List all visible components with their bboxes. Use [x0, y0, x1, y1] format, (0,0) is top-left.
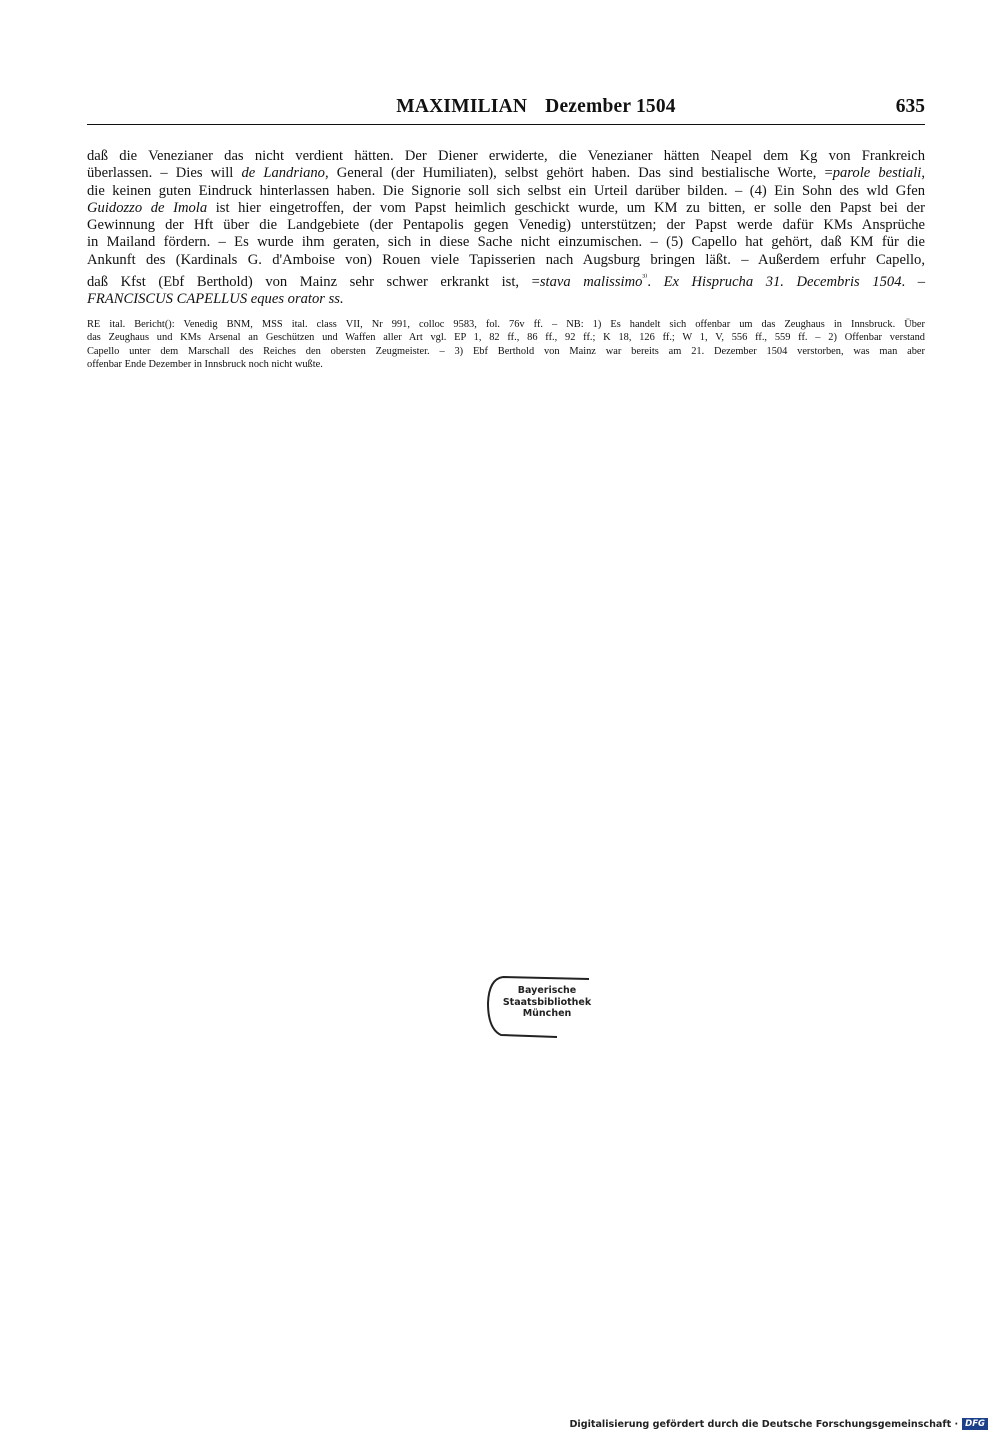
- stamp-text: [493, 985, 601, 1020]
- text-run: Ankunft des (Kardinals G. d'Amboise von) Rouen viele Tapisserien nach Augsburg bringen läßt. – Außerdem erfuhr Capello,: [87, 251, 925, 268]
- text-line: [87, 234, 925, 251]
- stamp-line: Bayerische: [517, 985, 577, 996]
- text-run: Gewinnung der Hft über die Landgebiete (der Pentapolis gegen Venedig) unterstützen; der Papst werde dafür KMs Ansprüche: [87, 217, 925, 234]
- footer-credit: [569, 1418, 988, 1430]
- text-line: [87, 291, 925, 308]
- running-title: [87, 96, 925, 118]
- page-number: 635: [895, 96, 925, 117]
- text-line: [87, 165, 925, 182]
- text-run: überlassen. – Dies will: [87, 165, 242, 182]
- text-line: [87, 252, 925, 269]
- text-run: daß die Venezianer das nicht verdient hätten. Der Diener erwiderte, die Venezianer hätten Neapel dem Kg von Frankreich: [87, 148, 925, 164]
- note-line: Capello unter dem Marschall des Reiches den obersten Zeugmeister. – 3) Ebf Berthold von Mainz war bereits am 21. Dezember 1504 verstorben, was man aber: [87, 345, 925, 357]
- signature: FRANCISCUS CAPELLUS eques orator ss.: [87, 291, 344, 308]
- running-title-name: MAXIMILIAN: [396, 96, 528, 117]
- text-run: .: [647, 273, 664, 290]
- text-run: , General (der Humiliaten), selbst gehört haben. Das sind bestialische Worte, =: [324, 165, 833, 182]
- italic-run: stava malissimo: [539, 273, 643, 290]
- footer-text: Digitalisierung gefördert durch die Deutsche Forschungsgemeinschaft ·: [569, 1418, 959, 1430]
- text-run: . –: [901, 273, 926, 290]
- italic-run: Ex Hisprucha 31. Decembris 1504: [663, 273, 902, 290]
- text-run: in Mailand fördern. – Es wurde ihm geraten, sich in diese Sache nicht einzumischen. – (5) Capello hat gehört, daß KM für die: [87, 234, 925, 251]
- text-run: die keinen guten Eindruck hinterlassen haben. Die Signorie soll sich selbst ein Urteil darüber bilden. – (4) Ein Sohn des wld Gfen: [87, 182, 925, 199]
- text-run: daß Kfst (Ebf Berthold) von Mainz sehr schwer erkrankt ist, =: [87, 273, 540, 290]
- note-line: offenbar Ende Dezember in Innsbruck noch nicht wußte.: [87, 358, 323, 370]
- note-line: das Zeughaus und KMs Arsenal an Geschützen und Waffen aller Art vgl. EP 1, 82 ff., 86 ff., 92 ff.; K 18, 126 ff.; W 1, V, 556 ff., 559 ff. – 2) Offenbar verstand: [87, 332, 925, 344]
- footnote-ref: ³⁾: [642, 272, 648, 283]
- text-line: [87, 200, 925, 217]
- running-title-date: Dezember 1504: [545, 96, 676, 117]
- stamp-line: München: [522, 1008, 572, 1019]
- text-line: [87, 183, 925, 200]
- italic-run: Guidozzo de Imola: [87, 199, 208, 216]
- text-line: [87, 217, 925, 234]
- text-line: [87, 148, 925, 165]
- dfg-logo: DFG: [962, 1418, 988, 1430]
- library-stamp: [485, 973, 605, 1039]
- main-text: [87, 148, 925, 309]
- text-line: [87, 269, 925, 291]
- page-header: [87, 96, 925, 125]
- stamp-line: Staatsbibliothek: [502, 996, 592, 1008]
- text-run: ist hier eingetroffen, der vom Papst heimlich geschickt wurde, um KM zu bitten, er solle den Papst bei der: [207, 199, 925, 216]
- italic-run: de Landriano: [241, 165, 325, 182]
- source-notes: [87, 318, 925, 371]
- text-run: ,: [921, 165, 925, 182]
- note-line: RE ital. Bericht(): Venedig BNM, MSS ital. class VII, Nr 991, colloc 9583, fol. 76v ff. – NB: 1) Es handelt sich offenbar um das Zeughaus in Innsbruck. Über: [87, 319, 925, 330]
- italic-run: parole bestiali: [832, 165, 922, 182]
